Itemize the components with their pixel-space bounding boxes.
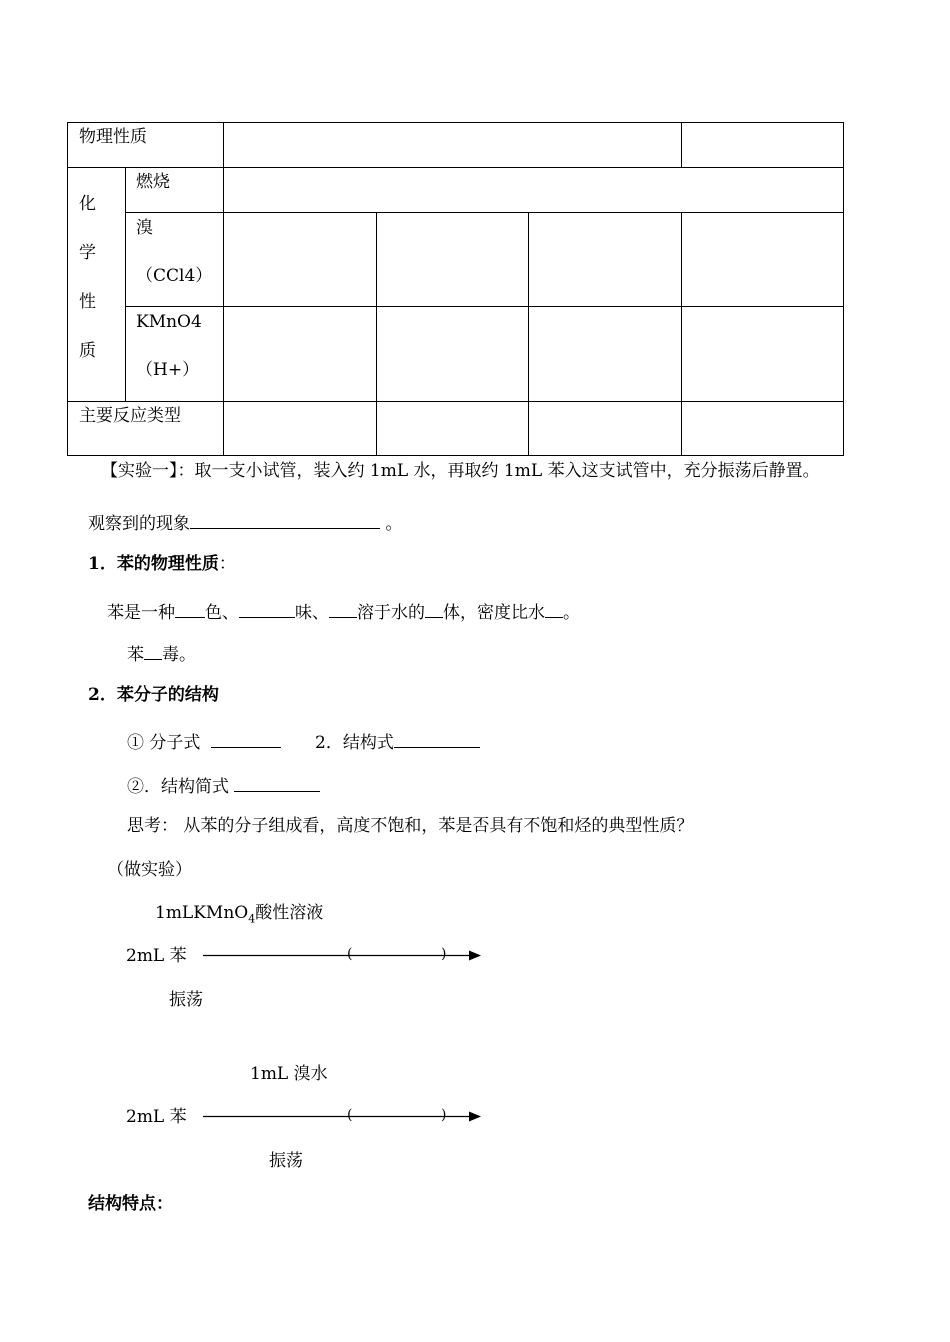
burn-label: 燃烧 [136, 172, 170, 192]
reaction2-paren-open: ( [347, 1107, 353, 1123]
reaction1-condition: 振荡 [169, 990, 203, 1010]
reaction-type-label: 主要反应类型 [79, 406, 181, 426]
section1-heading: 1．苯的物理性质： [88, 554, 236, 574]
reaction2-paren-close: ) [441, 1107, 447, 1123]
reaction2-reagent: 1mL 溴水 [250, 1064, 328, 1084]
structural-formula-line: 2．结构式 [315, 731, 480, 752]
structure-features-heading: 结构特点： [88, 1194, 173, 1214]
chem-vertical-char-1: 化 [79, 194, 96, 214]
chem-vertical-char-2: 学 [79, 243, 96, 263]
reaction1-paren-open: ( [347, 946, 353, 962]
kmno4-label: KMnO4 [136, 312, 202, 332]
chem-vertical-char-4: 质 [79, 341, 96, 361]
reaction1-arrow [203, 951, 481, 961]
experiment1-text: 【实验一】：取一支小试管，装入约 1mL 水，再取约 1mL 苯入这支试管中，充分振荡后静置。 [101, 461, 820, 481]
chem-vertical-char-3: 性 [79, 292, 96, 312]
molecular-formula-line: ① 分子式 [127, 731, 281, 752]
physical-property-label: 物理性质 [79, 127, 147, 147]
reaction1-reagent: 1mLKMnO$_4$酸性溶液 [155, 903, 324, 926]
reaction1-substrate: 2mL 苯 [126, 946, 187, 966]
toxicity-sentence: 苯 毒。 [127, 645, 196, 665]
reaction1-paren-close: ) [441, 946, 447, 962]
section2-heading: 2．苯分子的结构 [88, 685, 219, 705]
bromine-solvent-label: （CCl4） [136, 266, 213, 286]
think-question: 思考： 从苯的分子组成看，高度不饱和，苯是否具有不饱和烃的典型性质？ [127, 816, 694, 836]
reaction2-substrate: 2mL 苯 [126, 1107, 187, 1127]
observe-prefix: 观察到的现象 [88, 514, 190, 534]
physical-property-sentence: 苯是一种 色、 味、 溶于水的 体，密度比水 。 [107, 603, 580, 623]
observe-suffix: 。 [380, 514, 403, 534]
reaction2-arrow [203, 1112, 481, 1122]
simplified-formula-line: ②．结构简式 [127, 775, 320, 796]
kmno4-acid-label: （H+） [136, 360, 200, 380]
do-experiment-label: （做实验） [107, 860, 192, 880]
bromine-label: 溴 [136, 218, 153, 238]
reaction2-condition: 振荡 [269, 1151, 303, 1171]
